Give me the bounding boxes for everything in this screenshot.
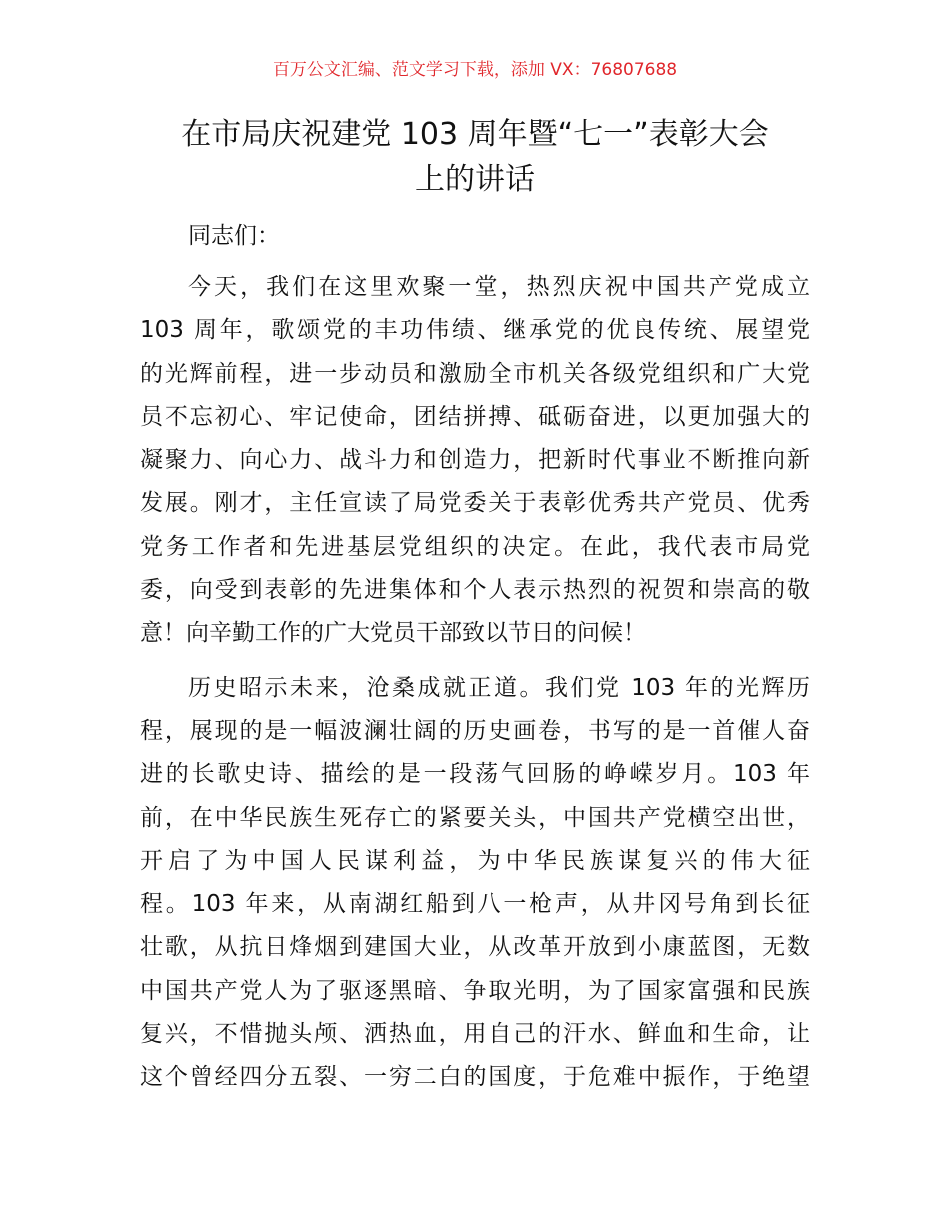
document-title: [100, 112, 850, 202]
title-line: 在市局庆祝建党 103 周年暨“七一”表彰大会: [181, 117, 769, 152]
paragraph-line: 发展。刚才，主任宣读了局党委关于表彰优秀共产党员、优秀: [140, 490, 810, 517]
paragraph-line: 党务工作者和先进基层党组织的决定。在此，我代表市局党: [140, 533, 810, 560]
paragraph-line: 进的长歌史诗、描绘的是一段荡气回肠的峥嵘岁月。103 年: [140, 761, 810, 788]
paragraph-line: 程，展现的是一幅波澜壮阔的历史画卷，书写的是一首催人奋: [140, 717, 810, 744]
paragraph: [140, 266, 810, 656]
paragraph-line: 壮歌，从抗日烽烟到建国大业，从改革开放到小康蓝图，无数: [140, 934, 810, 961]
watermark-header: 百万公文汇编、范文学习下载，添加 VX：76807688: [272, 60, 678, 80]
paragraph-line: 历史昭示未来，沧桑成就正道。我们党 103 年的光辉历: [188, 674, 810, 701]
paragraph-line: 意！向辛勤工作的广大党员干部致以节日的问候！: [140, 620, 646, 647]
paragraph-line: 凝聚力、向心力、战斗力和创造力，把新时代事业不断推向新: [140, 447, 810, 474]
title-line: 上的讲话: [415, 162, 535, 197]
paragraph-line: 103 周年，歌颂党的丰功伟绩、继承党的优良传统、展望党: [140, 317, 810, 344]
paragraph-line: 这个曾经四分五裂、一穷二白的国度，于危难中振作，于绝望: [140, 1064, 810, 1091]
paragraph-line: 中国共产党人为了驱逐黑暗、争取光明，为了国家富强和民族: [140, 977, 810, 1004]
paragraph-line: 委，向受到表彰的先进集体和个人表示热烈的祝贺和崇高的敬: [140, 577, 810, 604]
paragraph-line: 复兴，不惜抛头颅、洒热血，用自己的汗水、鲜血和生命，让: [140, 1021, 810, 1048]
paragraph-line: 开启了为中国人民谋利益，为中华民族谋复兴的伟大征: [140, 847, 810, 874]
paragraph-line: 今天，我们在这里欢聚一堂，热烈庆祝中国共产党成立: [188, 274, 810, 300]
paragraph-line: 员不忘初心、牢记使命，团结拼搏、砥砺奋进，以更加强大的: [140, 403, 810, 430]
paragraph-line: 的光辉前程，进一步动员和激励全市机关各级党组织和广大党: [140, 360, 810, 387]
paragraph-line: 前，在中华民族生死存亡的紧要关头，中国共产党横空出世，: [140, 804, 810, 831]
salutation: 同志们：: [188, 223, 280, 249]
paragraph-line: 程。103 年来，从南湖红船到八一枪声，从井冈号角到长征: [140, 891, 810, 918]
paragraph: [140, 667, 810, 1100]
document-body: [140, 266, 810, 1111]
